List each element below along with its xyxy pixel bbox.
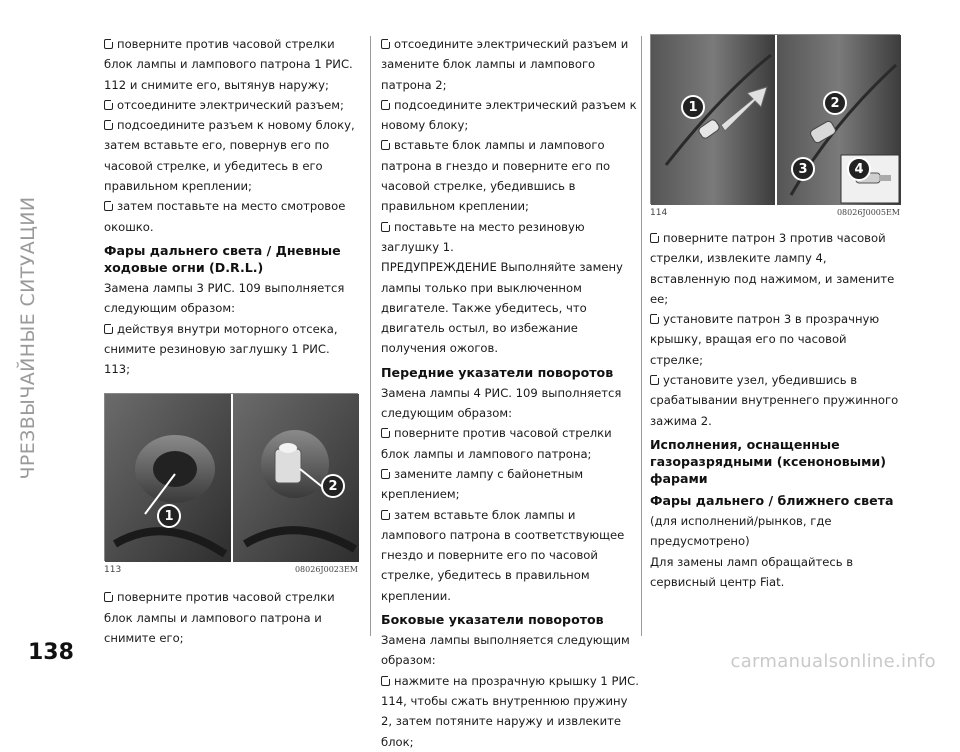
checkbox-bullet-icon	[381, 100, 390, 110]
checkbox-bullet-icon	[104, 592, 113, 602]
figure-113	[104, 393, 358, 561]
checkbox-bullet-icon	[381, 510, 390, 520]
bullet-item: затем поставьте на место смотровое окошко.	[104, 199, 346, 234]
section-title-vertical: ЧРЕЗВЫЧАЙНЫЕ СИТУАЦИИ	[17, 196, 39, 480]
bullet-item: нажмите на прозрачную крышку 1 РИС. 114, чтобы сжать внутреннюю пружину 2, затем потяните наружу и извлеките блок;	[381, 673, 639, 749]
checkbox-bullet-icon	[650, 375, 659, 385]
bullet-item: поверните против часовой стрелки блок лампы и лампового патрона;	[381, 426, 612, 461]
page-number: 138	[28, 640, 74, 665]
callout-1: 1	[157, 504, 181, 528]
column-divider-2	[641, 36, 642, 636]
paragraph: Замена лампы выполняется следующим образом:	[381, 633, 630, 668]
callout-4: 4	[847, 157, 871, 181]
bullet-item: отсоедините электрический разъем;	[104, 95, 358, 115]
bullet-item: затем вставьте блок лампы и лампового патрона в соответствующее гнездо и поверните его по часовой стрелке, убедитесь в правильном креплении.	[381, 507, 625, 603]
checkbox-bullet-icon	[104, 120, 113, 130]
watermark: carmanualsonline.info	[730, 651, 936, 672]
figure-number: 113	[104, 565, 122, 576]
section-heading: Фары дальнего / ближнего света	[650, 492, 894, 508]
checkbox-bullet-icon	[381, 428, 390, 438]
section-heading: Исполнения, оснащенные газоразрядными (ксеноновыми) фарами	[650, 436, 886, 486]
checkbox-bullet-icon	[104, 201, 113, 211]
engine-bay-illustration	[105, 394, 359, 562]
bullet-item: поставьте на место резиновую заглушку 1.	[381, 219, 585, 254]
checkbox-bullet-icon	[381, 469, 390, 479]
checkbox-bullet-icon	[381, 140, 390, 150]
checkbox-bullet-icon	[650, 314, 659, 324]
callout-2: 2	[823, 91, 847, 115]
bullet-item: вставьте блок лампы и лампового патрона в гнездо и поверните его по часовой стрелке, убедившись в правильном креплении;	[381, 138, 611, 214]
callout-1: 1	[681, 95, 705, 119]
paragraph: Для замены ламп обращайтесь в сервисный центр Fiat.	[650, 554, 854, 589]
checkbox-bullet-icon	[104, 39, 113, 49]
bullet-item: отсоедините электрический разъем и замените блок лампы и лампового патрона 2;	[381, 37, 629, 92]
paragraph: Замена лампы 3 РИС. 109 выполняется следующим образом:	[104, 280, 345, 316]
section-heading: Передние указатели поворотов	[381, 364, 614, 380]
section-heading: Боковые указатели поворотов	[381, 612, 604, 628]
figure-caption	[104, 565, 358, 575]
column-1	[104, 34, 358, 648]
figure-code: 08026J0023EM	[294, 565, 358, 575]
checkbox-bullet-icon	[381, 676, 390, 686]
bullet-item: подсоедините разъем к новому блоку, затем вставьте его, повернув его по часовой стрелке, и убедитесь в его правильном креплении;	[104, 118, 355, 194]
warning-note: ПРЕДУПРЕЖДЕНИЕ Выполняйте замену лампы только при выключенном двигателе. Также убедитесь, что двигатель остыл, во избежание получения ожогов.	[381, 260, 623, 356]
checkbox-bullet-icon	[381, 39, 390, 49]
bullet-item: поверните патрон 3 против часовой стрелки, извлеките лампу 4, вставленную под нажимом, и замените ее;	[650, 231, 895, 306]
checkbox-bullet-icon	[104, 100, 113, 110]
bullet-item: поверните против часовой стрелки блок лампы и лампового патрона и снимите его;	[104, 590, 335, 646]
column-divider-1	[370, 36, 371, 636]
figure-caption	[650, 208, 900, 218]
checkbox-bullet-icon	[650, 233, 659, 243]
bullet-item: установите узел, убедившись в срабатывании внутреннего пружинного зажима 2.	[650, 373, 899, 428]
column-3	[650, 34, 900, 592]
callout-2: 2	[321, 474, 345, 498]
figure-code: 08026J0005EM	[836, 208, 900, 217]
figure-number: 114	[650, 208, 668, 218]
bullet-item: замените лампу с байонетным креплением;	[381, 466, 584, 502]
column-2	[381, 34, 639, 752]
checkbox-bullet-icon	[104, 324, 113, 334]
section-heading: Фары дальнего света / Дневные ходовые огни (D.R.L.)	[104, 242, 341, 275]
bullet-item: установите патрон 3 в прозрачную крышку, вращая его по часовой стрелке;	[650, 312, 880, 367]
checkbox-bullet-icon	[381, 222, 390, 232]
paragraph: Замена лампы 4 РИС. 109 выполняется следующим образом:	[381, 385, 622, 421]
bullet-item: подсоедините электрический разъем к новому блоку;	[381, 97, 637, 133]
paragraph: (для исполнений/рынков, где предусмотрено)	[650, 513, 832, 549]
callout-3: 3	[791, 157, 815, 181]
figure-114	[650, 34, 900, 204]
bullet-item: действуя внутри моторного отсека, снимите резиновую заглушку 1 РИС. 113;	[104, 321, 338, 377]
bullet-item: поверните против часовой стрелки блок лампы и лампового патрона 1 РИС. 112 и снимите его, вытянув наружу;	[104, 37, 353, 92]
